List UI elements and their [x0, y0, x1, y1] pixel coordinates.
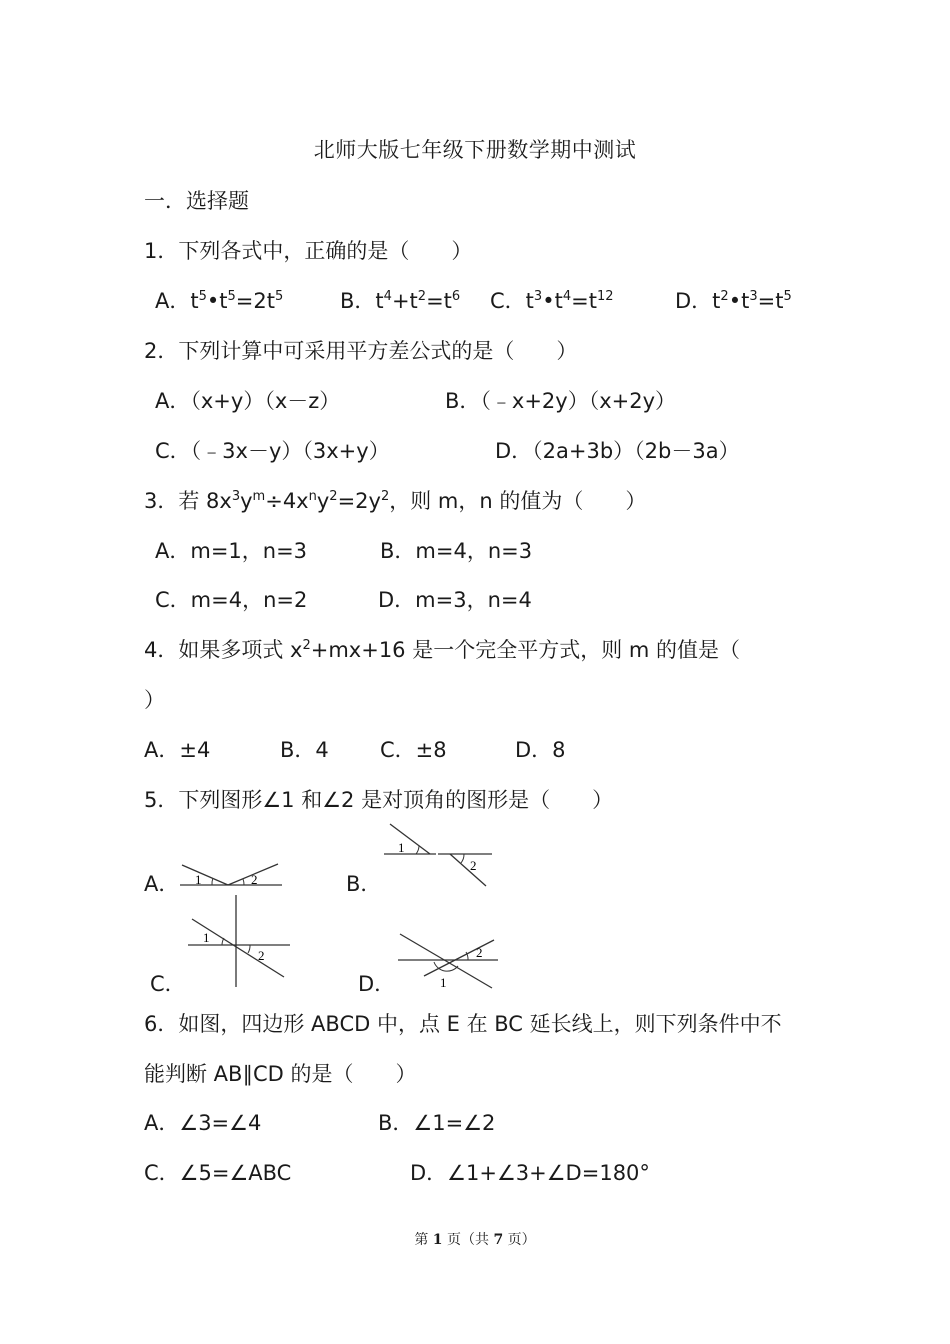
- figure-c-angle-1-label: 1: [203, 930, 210, 945]
- question-5-figure-a: [178, 855, 286, 889]
- figure-d-angle-1-label: 1: [440, 975, 447, 990]
- figure-b-upper-ray: [390, 824, 430, 854]
- figure-b-arc-2: [461, 854, 464, 863]
- question-3-option-d: D．m=3，n=4: [378, 588, 532, 612]
- page-title: 北师大版七年级下册数学期中测试: [313, 138, 637, 162]
- total-page-count: 7: [493, 1232, 504, 1248]
- question-2-option-b: B．（﹣x+2y）（x+2y）: [445, 389, 677, 413]
- question-4-stem-close: ）: [144, 688, 165, 712]
- figure-c-arc-1: [222, 938, 224, 945]
- question-6-stem-line-2: 能判断 AB∥CD 的是（ ）: [144, 1062, 417, 1086]
- figure-a-angle-1-label: 1: [195, 872, 202, 887]
- question-1-option-c: C．$t^3•t^4=t^{12}$: [490, 289, 614, 313]
- question-6-option-c: C．∠5=∠ABC: [144, 1161, 292, 1185]
- question-1-option-a: A．$t^5•t^5=2t^5$: [155, 289, 284, 313]
- figure-d-angle-2-label: 2: [476, 945, 483, 960]
- question-5-figure-d: [396, 930, 500, 992]
- figure-a-arc-2: [243, 879, 244, 885]
- figure-a-angle-2-label: 2: [251, 872, 258, 887]
- question-5-figure-b: [382, 820, 494, 890]
- question-5-option-d-label: D．: [358, 972, 396, 996]
- question-6-option-d: D．∠1+∠3+∠D=180°: [410, 1161, 650, 1185]
- question-5-option-a-label: A．: [144, 872, 180, 896]
- question-6-stem-line-1: 6．如图，四边形 ABCD 中，点 E 在 BC 延长线上，则下列条件中不: [144, 1012, 782, 1036]
- figure-c-angle-2-label: 2: [258, 948, 265, 963]
- question-6-option-b: B．∠1=∠2: [378, 1111, 496, 1135]
- question-5-option-c-label: C．: [150, 972, 186, 996]
- figure-b-angle-2-label: 2: [470, 858, 477, 873]
- figure-d-ascending-line: [424, 940, 494, 976]
- question-2-option-c: C．（﹣3x－y）（3x+y）: [155, 439, 390, 463]
- question-4-option-b: B．4: [280, 738, 329, 762]
- figure-c-arc-2: [248, 945, 250, 953]
- question-1-option-b: B．$t^4+t^2=t^6$: [340, 289, 461, 313]
- question-2-stem: 2．下列计算中可采用平方差公式的是（ ）: [144, 339, 578, 363]
- question-4-option-d: D．8: [515, 738, 566, 762]
- question-3-option-a: A．m=1，n=3: [155, 539, 308, 563]
- question-5-option-b-label: B．: [346, 872, 382, 896]
- figure-a-arc-1: [212, 878, 213, 885]
- question-4-stem: 4．如果多项式 $x^2+mx+16$ 是一个完全平方式，则 m 的值是（: [144, 638, 741, 662]
- section-heading: 一．选择题: [144, 189, 249, 213]
- figure-a-left-ray: [182, 865, 228, 885]
- question-2-option-d: D．（2a+3b）（2b－3a）: [495, 439, 740, 463]
- question-3-option-c: C．m=4，n=2: [155, 588, 308, 612]
- question-5-figure-c: [186, 893, 292, 989]
- question-1-option-d: D．$t^2•t^3=t^5$: [675, 289, 792, 313]
- question-6-option-a: A．∠3=∠4: [144, 1111, 262, 1135]
- page-footer: 第 1 页（共 7 页）: [414, 1232, 536, 1248]
- figure-c-diagonal-line: [192, 919, 284, 977]
- question-1-stem: 1．下列各式中，正确的是（ ）: [144, 239, 473, 263]
- question-4-option-c: C．±8: [380, 738, 447, 762]
- question-3-option-b: B．m=4，n=3: [380, 539, 533, 563]
- question-3-stem: 3．若 $8x^3y^m\div 4x^ny^2=2y^2$，则 m，n 的值为（ ）: [144, 489, 647, 513]
- question-2-option-a: A．（x+y）（x－z）: [155, 389, 341, 413]
- question-5-stem: 5．下列图形∠1 和∠2 是对顶角的图形是（ ）: [144, 788, 614, 812]
- figure-b-arc-1: [416, 846, 419, 854]
- question-4-option-a: A．±4: [144, 738, 211, 762]
- figure-b-angle-1-label: 1: [398, 840, 405, 855]
- current-page-number: 1: [432, 1232, 443, 1248]
- figure-b-lower-ray: [450, 854, 486, 886]
